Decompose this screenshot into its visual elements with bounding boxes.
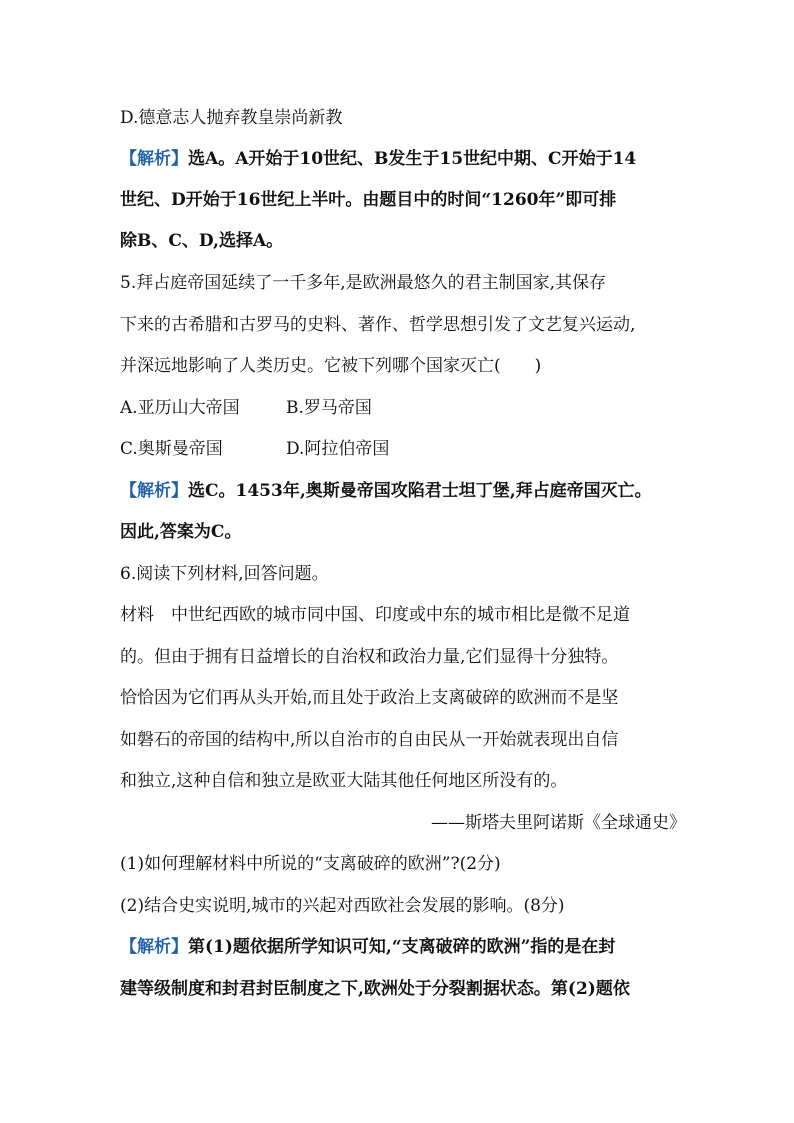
q5-stem-line-3: 并深远地影响了人类历史。它被下列哪个国家灭亡( ) <box>120 356 542 376</box>
q4-analysis-line-3: 除B、C、D,选择A。 <box>120 231 284 251</box>
q6-analysis-line-1: 【解析】第(1)题依据所学知识可知,“支离破碎的欧洲”指的是在封 <box>120 937 616 957</box>
q5-analysis-line-1: 【解析】选C。1453年,奥斯曼帝国攻陷君士坦丁堡,拜占庭帝国灭亡。 <box>120 481 652 501</box>
q5-option-a: A.亚历山大帝国 <box>120 398 240 418</box>
q5-option-c: C.奥斯曼帝国 <box>120 439 223 459</box>
q4-option-d: D.德意志人抛弃教皇崇尚新教 <box>120 108 343 128</box>
q6-material-line-3: 恰恰因为它们再从头开始,而且处于政治上支离破碎的欧洲而不是坚 <box>120 688 619 708</box>
q5-stem-line-1: 5.拜占庭帝国延续了一千多年,是欧洲最悠久的君主制国家,其保存 <box>120 273 607 293</box>
q5-option-d: D.阿拉伯帝国 <box>286 439 390 459</box>
q4-analysis-line-2: 世纪、D开始于16世纪上半叶。由题目中的时间“1260年”即可排 <box>120 190 617 210</box>
q4-analysis-line-1: 【解析】选A。A开始于10世纪、B发生于15世纪中期、C开始于14 <box>120 149 637 169</box>
q5-stem-line-2: 下来的古希腊和古罗马的史料、著作、哲学思想引发了文艺复兴运动, <box>120 315 636 335</box>
q5-analysis-line-2: 因此,答案为C。 <box>120 522 242 542</box>
q6-sub-question-1: (1)如何理解材料中所说的“支离破碎的欧洲”?(2分) <box>120 854 501 874</box>
analysis-tag: 【解析】 <box>120 481 188 501</box>
q6-sub-question-2: (2)结合史实说明,城市的兴起对西欧社会发展的影响。(8分) <box>120 896 565 916</box>
q6-material-line-2: 的。但由于拥有日益增长的自治权和政治力量,它们显得十分独特。 <box>120 647 619 667</box>
q6-stem: 6.阅读下列材料,回答问题。 <box>120 564 329 584</box>
q6-analysis-line-2: 建等级制度和封君封臣制度之下,欧洲处于分裂割据状态。第(2)题依 <box>120 979 630 999</box>
analysis-tag: 【解析】 <box>120 937 188 957</box>
analysis-tag: 【解析】 <box>120 149 188 169</box>
q5-option-b: B.罗马帝国 <box>286 398 372 418</box>
q6-source: ——斯塔夫里阿诺斯《全球通史》 <box>431 813 686 833</box>
q6-material-line-4: 如磐石的帝国的结构中,所以自治市的自由民从一开始就表现出自信 <box>120 730 619 750</box>
q6-material-line-1: 材料 中世纪西欧的城市同中国、印度或中东的城市相比是微不足道 <box>120 605 630 625</box>
q6-material-line-5: 和独立,这种自信和独立是欧亚大陆其他任何地区所没有的。 <box>120 771 568 791</box>
